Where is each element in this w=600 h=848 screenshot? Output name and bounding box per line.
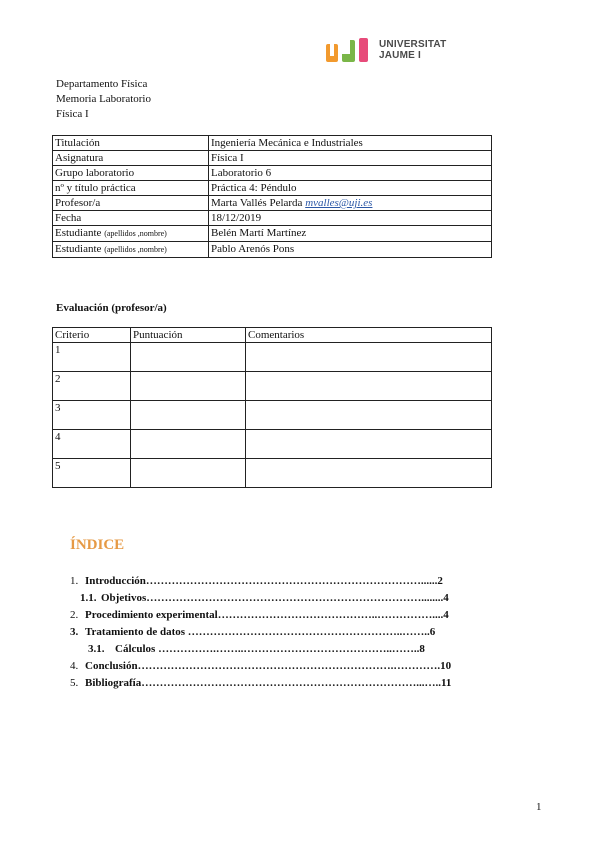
criterio-cell: 2 [53, 372, 131, 401]
table-row [53, 196, 492, 211]
toc-number: 5. [70, 677, 79, 689]
toc-title: Cálculos [115, 643, 159, 655]
puntuacion-cell [131, 372, 246, 401]
toc-page: 10 [440, 660, 452, 672]
toc-title: Tratamiento de datos [85, 626, 188, 638]
table-row [53, 401, 492, 430]
subject: Física I [56, 108, 89, 120]
toc-entry-objetivos[interactable] [80, 591, 449, 606]
info-label [53, 226, 209, 242]
table-row [53, 459, 492, 488]
professor-email-link[interactable]: mvalles@uji.es [305, 197, 373, 209]
table-header-row [53, 328, 492, 343]
toc-number: 1.1. [80, 592, 97, 604]
toc-dots: …………….……..…………………………………..…….. [158, 643, 420, 655]
toc-page: 4 [443, 592, 449, 604]
comentarios-cell [246, 401, 492, 430]
toc-title: Introducción [85, 575, 146, 587]
info-value: 18/12/2019 [209, 211, 492, 226]
toc-page: 4 [443, 609, 449, 621]
document-type: Memoria Laboratorio [56, 93, 151, 105]
criterio-cell: 1 [53, 343, 131, 372]
header-criterio: Criterio [53, 328, 131, 343]
info-value: Pablo Arenós Pons [209, 242, 492, 258]
toc-entry-calculos[interactable] [88, 642, 425, 657]
toc-title: Bibliografía [85, 677, 142, 689]
toc-entry-tratamiento[interactable] [70, 625, 435, 640]
document-header [56, 77, 151, 122]
toc-page: 6 [429, 626, 436, 638]
index-title: ÍNDICE [70, 537, 125, 553]
table-row [53, 181, 492, 196]
puntuacion-cell [131, 343, 246, 372]
toc-page: 11 [440, 677, 452, 689]
comentarios-cell [246, 372, 492, 401]
toc-dots: …………………………………………………………………...... [145, 575, 438, 587]
puntuacion-cell [131, 459, 246, 488]
table-row [53, 226, 492, 242]
toc-title: Conclusión [85, 660, 138, 672]
toc-page: 8 [419, 643, 425, 655]
info-label [53, 242, 209, 258]
toc-dots: …………………………………………………………………...….. [141, 677, 441, 689]
table-row [53, 136, 492, 151]
table-row [53, 372, 492, 401]
header-comentarios: Comentarios [246, 328, 492, 343]
table-row [53, 151, 492, 166]
department: Departamento Física [56, 78, 148, 90]
student-label-hint: (apellidos ,nombre) [104, 229, 167, 238]
university-logo [326, 38, 456, 64]
info-table [52, 135, 492, 258]
toc-number: 1. [70, 575, 79, 587]
comentarios-cell [246, 430, 492, 459]
info-label: nº y título práctica [53, 181, 209, 196]
comentarios-cell [246, 459, 492, 488]
criterio-cell: 4 [53, 430, 131, 459]
table-row [53, 430, 492, 459]
header-puntuacion: Puntuación [131, 328, 246, 343]
info-label: Fecha [53, 211, 209, 226]
toc-title: Objetivos [101, 592, 147, 604]
toc-entry-procedimiento[interactable] [70, 608, 449, 623]
info-label: Titulación [53, 136, 209, 151]
toc-number: 3.1. [88, 643, 105, 655]
student-label: Estudiante [55, 243, 102, 255]
toc-entry-bibliografia[interactable] [70, 676, 451, 691]
table-row [53, 166, 492, 181]
toc-number: 3. [70, 626, 79, 638]
criterio-cell: 3 [53, 401, 131, 430]
professor-name: Marta Vallés Pelarda [211, 197, 306, 209]
logo-line-1: UNIVERSITAT [379, 39, 447, 50]
toc-number: 2. [70, 609, 79, 621]
info-label: Profesor/a [53, 196, 209, 211]
comentarios-cell [246, 343, 492, 372]
toc-dots: …………………………………………………..…….. [187, 626, 430, 638]
logo-i-shape [359, 38, 368, 62]
toc-title: Procedimiento experimental [85, 609, 218, 621]
table-row [53, 343, 492, 372]
page-number: 1 [536, 801, 542, 813]
toc-page: 2 [437, 575, 443, 587]
logo-line-2: JAUME I [379, 50, 421, 61]
info-label: Asignatura [53, 151, 209, 166]
toc-dots: ……………………………………..…………….... [217, 609, 444, 621]
info-value: Laboratorio 6 [209, 166, 492, 181]
toc-dots: …………………………………………………………………........ [146, 592, 444, 604]
toc-number: 4. [70, 660, 79, 672]
logo-text [379, 39, 446, 61]
student-label-hint: (apellidos ,nombre) [104, 245, 167, 254]
puntuacion-cell [131, 430, 246, 459]
toc-entry-conclusion[interactable] [70, 659, 451, 674]
evaluation-title: Evaluación (profesor/a) [56, 302, 167, 314]
uji-logo-icon [326, 38, 376, 64]
table-row [53, 242, 492, 258]
info-value [209, 196, 492, 211]
toc-dots: …………………………………………………………….…………. [137, 660, 441, 672]
info-value: Belén Martí Martínez [209, 226, 492, 242]
evaluation-table [52, 327, 492, 488]
info-label: Grupo laboratorio [53, 166, 209, 181]
info-value: Práctica 4: Péndulo [209, 181, 492, 196]
info-value: Física I [209, 151, 492, 166]
criterio-cell: 5 [53, 459, 131, 488]
toc-entry-introduccion[interactable] [70, 574, 443, 589]
info-value: Ingeniería Mecánica e Industriales [209, 136, 492, 151]
puntuacion-cell [131, 401, 246, 430]
student-label: Estudiante [55, 227, 102, 239]
table-row [53, 211, 492, 226]
